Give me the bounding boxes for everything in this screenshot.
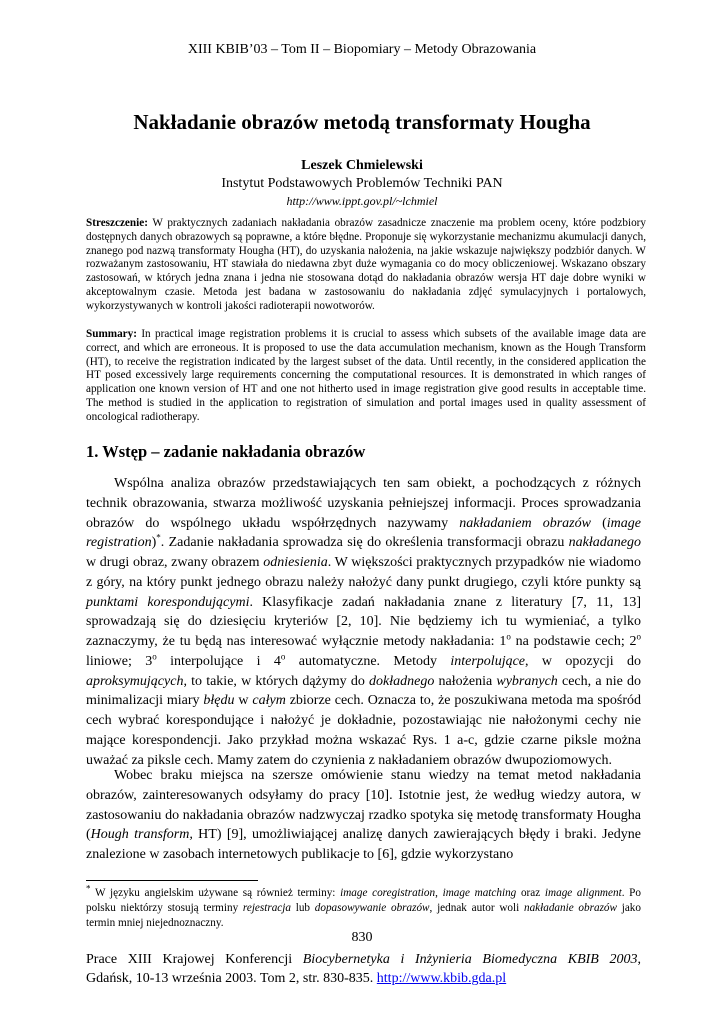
conference-details: Gdańsk, 10-13 września 2003. Tom 2, str. 830-835. http://www.kbib.gda.pl <box>86 971 507 986</box>
abstract-english-text: In practical image registration problems it is crucial to assess which subsets of the available image data are correct, and which are erroneous. It is proposed to use the data accumulation mechanism, known as the Hough Transform (HT), to receive the registration indicated by the largest subset of the data. Until recently, in the considered application the HT posed excessively large requirements concerning the computational resources. It is demonstrated in which ranges of application one known version of HT and one not hitherto used in image registration give good results in acceptable time. The method is studied in the application to registration of simulation and portal images used in quality assessment of oncological radiotherapy. <box>86 328 646 423</box>
abstract-polish-label: Streszczenie: <box>86 217 148 229</box>
author-affiliation: Instytut Podstawowych Problemów Techniki PAN <box>221 176 503 191</box>
body-paragraph: Wspólna analiza obrazów przedstawiających ten sam obiekt, a pochodzących z różnych technik obrazowania, stwarza możliwość uzyskania pełniejszej informacji. Proces sprowadzania obrazów do wspólnego układu współrzędnych nazywamy nakładaniem obrazów (image registration)*. Zadanie nakładania sprowadza się do określenia transformacji obrazu nakładanego w drugi obraz, zwany obrazem odniesienia. W większości praktycznych przypadków nie wiadomo z góry, na który punkt jednego obrazu należy nałożyć dany punkt drugiego, czyli które punkty są punktami korespondującymi. Klasyfikacje zadań nakładania znane z literatury [7, 11, 13] sprowadzają się do dziesięciu kryteriów [2, 10]. Nie będziemy ich tu wymieniać, a tylko zaznaczymy, że tu będą nas interesować wyłącznie metody nakładania: 1$^o$ na podstawie cech; 2$^o$ liniowe; 3$^o$ interpolujące i 4$^o$ automatyczne. Metody interpolujące, w opozycji do aproksymujących, to takie, w których dążymy do dokładnego nałożenia wybranych cech, a nie do minimalizacji miary błędu w całym zbiorze cech. Oznacza to, że poszukiwana metoda ma spośród cech wybrać korespondujące i nałożyć je dokładnie, pozostawiając nie nałożonymi cechy nie mające korespondencji. Jako przykład można wskazać Rys. 1 a-c, gdzie czarne piksle można uważać za piksle cech. Mamy zatem do czynienia z nakładaniem obrazów dwupoziomowych. <box>86 476 642 768</box>
conference-link[interactable]: http://www.kbib.gda.pl <box>376 971 507 986</box>
abstract-polish <box>86 217 646 313</box>
author-url: http://www.ippt.gov.pl/~lchmiel <box>286 194 438 208</box>
footnote: * W języku angielskim używane są również terminy: image coregistration, image matching oraz image alignment. Po polsku niektórzy stosują terminy rejestracja lub dopasowywanie obrazów, jednak autor woli nakładanie obrazów jako termin mniej niejednoznaczny. <box>86 883 641 929</box>
abstract-english <box>86 328 646 424</box>
page-number: 830 <box>351 930 373 945</box>
section-heading: 1. Wstęp – zadanie nakładania obrazów <box>86 442 366 461</box>
abstract-polish-text: W praktycznych zadaniach nakładania obrazów zasadnicze znaczenie ma problem oceny, które podzbiory dostępnych danych obrazowych są poprawne, a które błędne. Proponuje się wykorzystanie mechanizmu akumulacji danych, znanego pod nazwą transformaty Hougha (HT), do uzyskania nałożenia, na jakie wskazuje największy podzbiór danych. W rozważanym zastosowaniu, HT stawiała do niedawna zbyt duże wymagania co do mocy obliczeniowej. Wskazano obszary zastosowań, w których jedna znana i jedna nie stosowana dotąd do nakładania obrazów wersja HT daje dobre wyniki w akceptowalnym czasie. Metoda jest badana w zastosowaniu do nakładania zdjęć symulacyjnych i portalowych, wykorzystywanych w kontroli jakości radioterapii nowotworów. <box>86 217 646 312</box>
body-paragraph: Wobec braku miejsca na szersze omówienie stanu wiedzy na temat metod nakładania obrazów, zainteresowanych odsyłamy do pracy [10]. Istotnie jest, że według wiedzy autora, w zastosowaniu do nakładania obrazów nadzwyczaj rzadko spotyka się metodę transformaty Hougha (Hough transform, HT) [9], umożliwiającej analizę danych zawierających błędy i braki. Jedyne znalezione w zasobach internetowych publikacje to [6], gdzie wykorzystano <box>86 768 641 862</box>
paper-title: Nakładanie obrazów metodą transformaty Hougha <box>133 110 591 134</box>
footnote-divider <box>86 880 258 881</box>
author-name: Leszek Chmielewski <box>301 158 423 173</box>
abstract-english-label: Summary: <box>86 328 137 340</box>
footnote-mark: * <box>86 883 91 894</box>
conference-citation: Prace XIII Krajowej Konferencji Biocybernetyka i Inżynieria Biomedyczna KBIB 2003, <box>86 952 641 967</box>
footnote-reference[interactable]: * <box>156 532 161 543</box>
running-header: XIII KBIB’03 – Tom II – Biopomiary – Metody Obrazowania <box>187 42 537 57</box>
